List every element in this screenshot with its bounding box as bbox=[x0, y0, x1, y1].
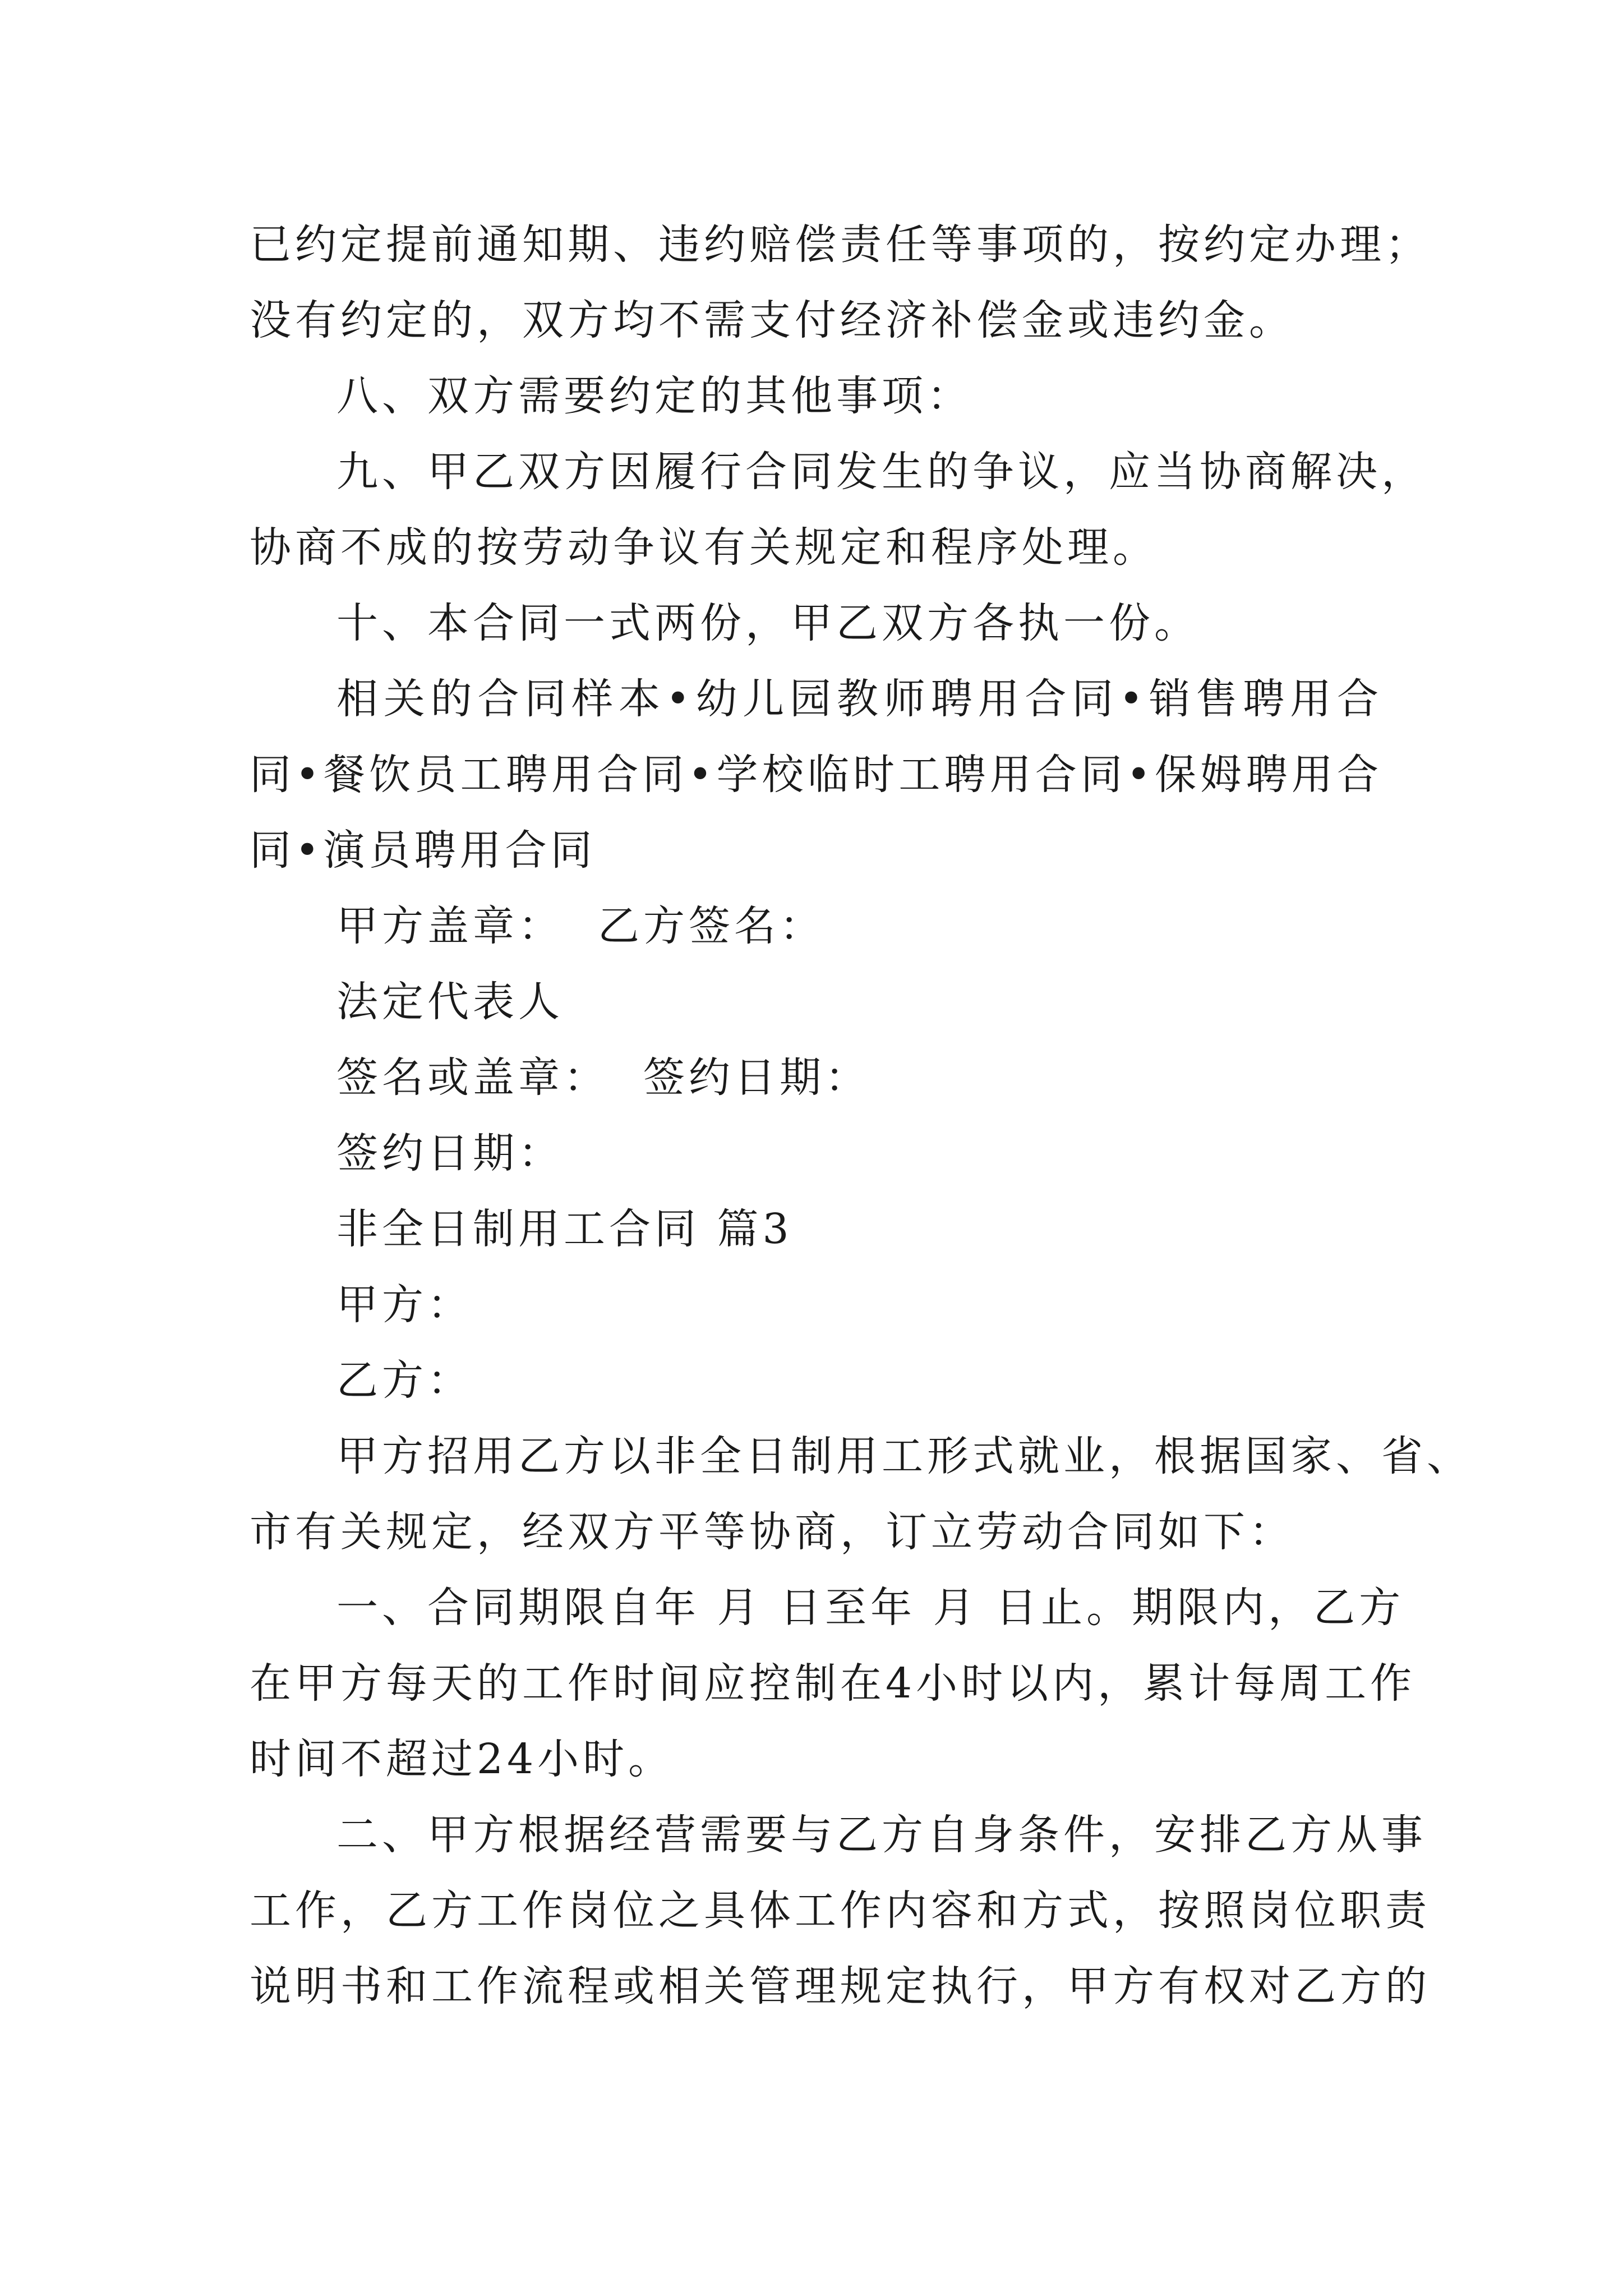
text-line: 八、双方需要约定的其他事项： bbox=[336, 372, 972, 420]
text-line: 甲方盖章： 乙方签名： bbox=[336, 902, 826, 950]
text-line: 没有约定的，双方均不需支付经济补偿金或违约金。 bbox=[250, 296, 1294, 344]
section-heading: 非全日制用工合同 篇3 bbox=[336, 1205, 793, 1253]
text-line: 说明书和工作流程或相关管理规定执行，甲方有权对乙方的 bbox=[250, 1962, 1431, 2010]
text-line: 同•演员聘用合同 bbox=[250, 826, 596, 875]
text-line: 二、甲方根据经营需要与乙方自身条件，安排乙方从事 bbox=[336, 1811, 1427, 1859]
text-line: 工作，乙方工作岗位之具体工作内容和方式，按照岗位职责 bbox=[250, 1887, 1431, 1935]
text-line: 甲方： bbox=[336, 1281, 473, 1329]
text-line: 时间不超过24小时。 bbox=[250, 1735, 674, 1783]
text-line: 同•餐饮员工聘用合同•学校临时工聘用合同•保姆聘用合 bbox=[250, 751, 1382, 799]
text-line: 签名或盖章： 签约日期： bbox=[336, 1053, 871, 1102]
text-line: 签约日期： bbox=[336, 1129, 564, 1177]
text-line: 九、甲乙双方因履行合同发生的争议，应当协商解决， bbox=[336, 448, 1427, 496]
text-line: 乙方： bbox=[336, 1356, 473, 1405]
text-line: 一、合同期限自年 月 日至年 月 日止。期限内，乙方 bbox=[336, 1584, 1405, 1632]
text-line: 在甲方每天的工作时间应控制在4小时以内，累计每周工作 bbox=[250, 1659, 1416, 1708]
text-line: 相关的合同样本•幼儿园教师聘用合同•销售聘用合 bbox=[336, 675, 1382, 723]
text-line: 已约定提前通知期、违约赔偿责任等事项的，按约定办理； bbox=[250, 220, 1431, 269]
text-line: 协商不成的按劳动争议有关规定和程序处理。 bbox=[250, 523, 1158, 572]
text-line: 甲方招用乙方以非全日制用工形式就业，根据国家、省、 bbox=[336, 1432, 1472, 1480]
text-line: 十、本合同一式两份，甲乙双方各执一份。 bbox=[336, 599, 1200, 647]
text-line: 市有关规定，经双方平等协商，订立劳动合同如下： bbox=[250, 1508, 1294, 1556]
text-line: 法定代表人 bbox=[336, 978, 564, 1026]
